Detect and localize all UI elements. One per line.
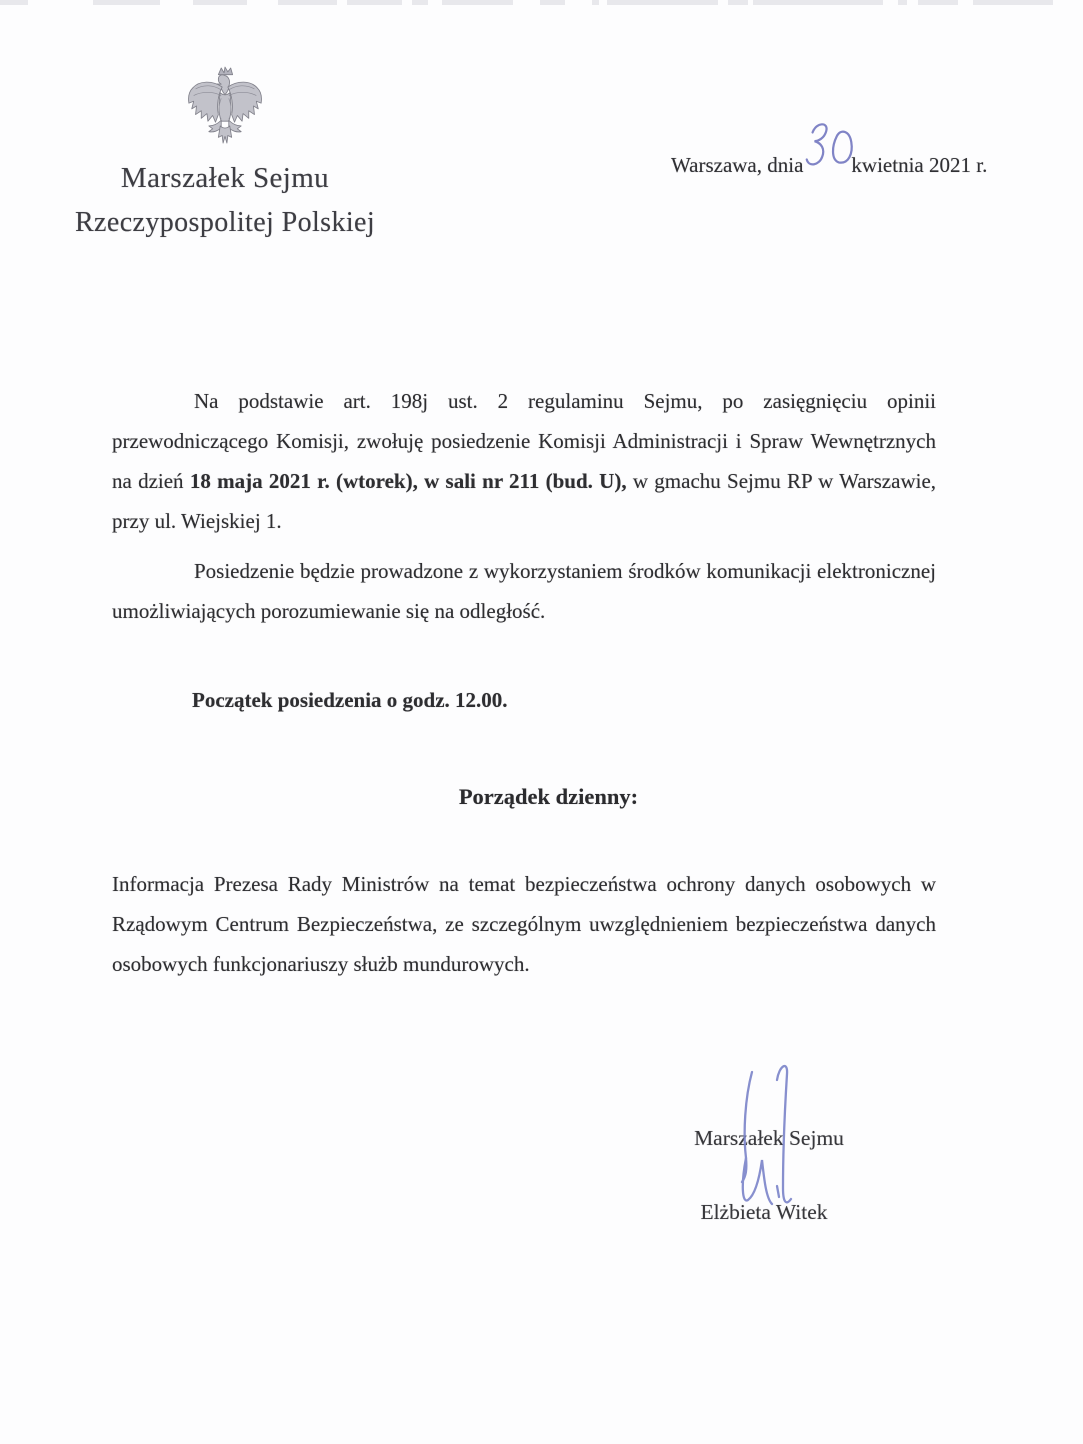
convocation-date-room-bold: 18 maja 2021 r. (wtorek), w sali nr 211 (bud. U),	[189, 469, 627, 493]
scan-artifact	[540, 0, 565, 5]
date-line	[671, 118, 987, 178]
paragraph-remote-participation: Posiedzenie będzie prowadzone z wykorzystaniem środków komunikacji elektronicznej umożliwiających porozumiewanie się na odległość.	[112, 559, 936, 623]
convocation-text-end: w gmachu Sejmu RP w Warszawie, przy ul. Wiejskiej 1.	[112, 469, 937, 533]
scan-artifact	[93, 0, 160, 5]
signature-role: Marszałek Sejmu	[694, 1126, 844, 1150]
scan-artifact	[753, 0, 883, 5]
scan-artifact	[728, 0, 748, 5]
date-suffix: kwietnia 2021 r.	[851, 153, 988, 177]
start-time-line: Początek posiedzenia o godz. 12.00.	[192, 688, 508, 712]
scan-artifact	[412, 0, 428, 5]
letterhead-title-line1: Marszałek Sejmu	[120, 162, 330, 194]
convocation-text-start: Na podstawie art. 198j ust. 2 regulaminu Sejmu, po zasięgnięciu opinii przewodniczącego Komisji, zwołuję posiedzenie Komisji Administracji i Spraw Wewnętrznych na dzień	[112, 389, 936, 493]
signature-name: Elżbieta Witek	[700, 1200, 828, 1224]
paragraph-convocation	[112, 381, 936, 541]
polish-eagle-emblem-icon	[187, 66, 263, 146]
scan-artifact	[973, 0, 1053, 5]
scan-artifact	[347, 0, 402, 5]
agenda-heading: Porządek dzienny:	[458, 784, 639, 809]
scan-artifact	[918, 0, 958, 5]
scan-artifact	[442, 0, 513, 5]
scan-artifact	[607, 0, 718, 5]
letterhead-title-line2: Rzeczypospolitej Polskiej	[74, 207, 376, 238]
date-prefix: Warszawa, dnia	[671, 153, 804, 177]
scan-artifact	[193, 0, 247, 5]
agenda-item: Informacja Prezesa Rady Ministrów na temat bezpieczeństwa ochrony danych osobowych w Rządowym Centrum Bezpieczeństwa, ze szczególnym uwzględnieniem bezpieczeństwa danych osobowych funkcjonariuszy służb mundurowych.	[112, 872, 936, 976]
scan-artifact	[592, 0, 599, 5]
scan-artifact	[278, 0, 337, 5]
scan-artifact	[898, 0, 907, 5]
scan-artifact	[0, 0, 28, 5]
letterhead	[60, 66, 390, 239]
signature-scribble-icon	[731, 1058, 797, 1214]
